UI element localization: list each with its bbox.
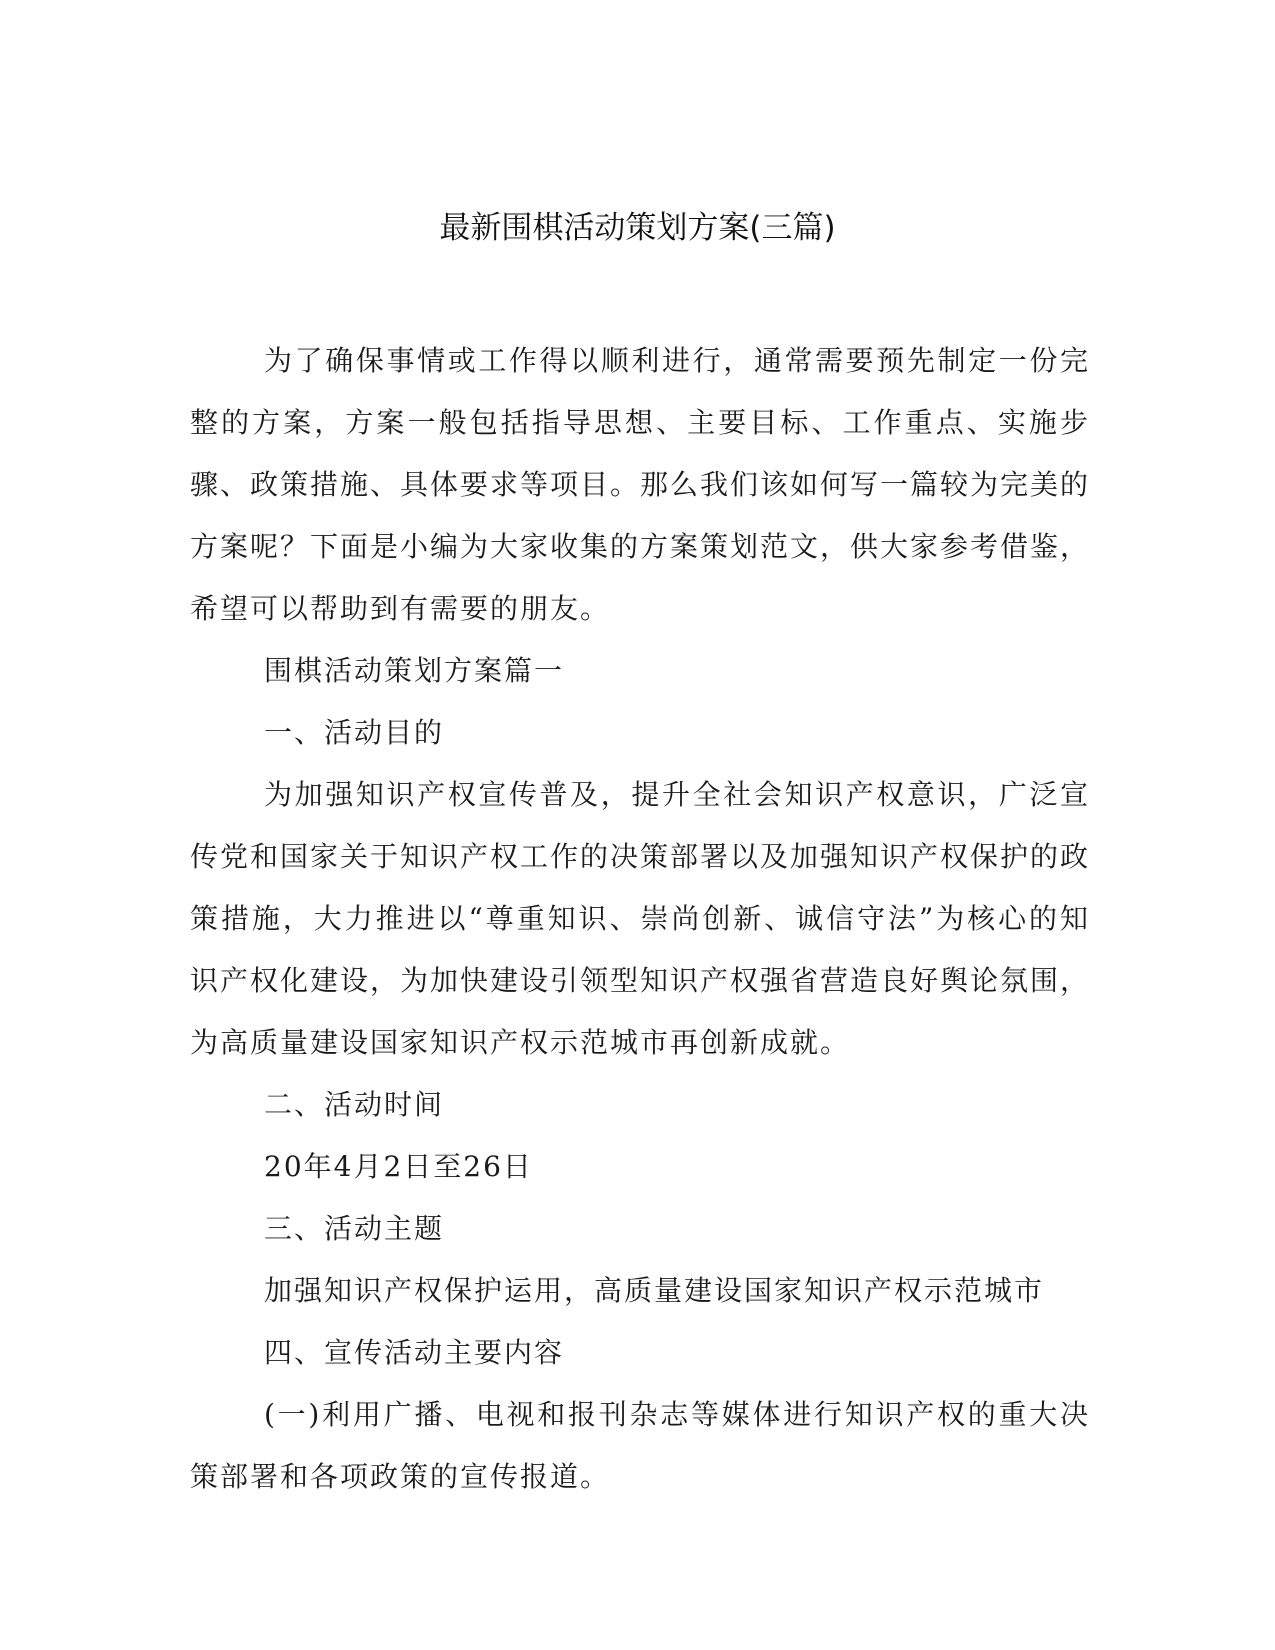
document-body [190, 330, 1090, 1508]
intro-paragraph: 为了确保事情或工作得以顺利进行，通常需要预先制定一份完整的方案，方案一般包括指导思想、主要目标、工作重点、实施步骤、政策措施、具体要求等项目。那么我们该如何写一篇较为完美的方案呢？下面是小编为大家收集的方案策划范文，供大家参考借鉴，希望可以帮助到有需要的朋友。 [190, 344, 1091, 625]
heading-activity-purpose: 一、活动目的 [264, 716, 445, 749]
paragraph-main-content-1: (一)利用广播、电视和报刊杂志等媒体进行知识产权的重大决策部署和各项政策的宣传报道。 [190, 1398, 1090, 1493]
heading-activity-theme: 三、活动主题 [264, 1212, 445, 1245]
paragraph-activity-theme: 加强知识产权保护运用，高质量建设国家知识产权示范城市 [264, 1274, 1045, 1307]
paragraph-activity-purpose: 为加强知识产权宣传普及，提升全社会知识产权意识，广泛宣传党和国家关于知识产权工作的决策部署以及加强知识产权保护的政策措施，大力推进以“尊重知识、崇尚创新、诚信守法”为核心的知识产权化建设，为加快建设引领型知识产权强省营造良好舆论氛围，为高质量建设国家知识产权示范城市再创新成就。 [190, 778, 1091, 1059]
document-title: 最新围棋活动策划方案(三篇) [439, 210, 836, 246]
paragraph-activity-time: 20年4月2日至26日 [264, 1150, 533, 1183]
heading-activity-time: 二、活动时间 [264, 1088, 445, 1121]
section-heading-part-one: 围棋活动策划方案篇一 [264, 654, 565, 687]
heading-main-content: 四、宣传活动主要内容 [264, 1336, 565, 1369]
